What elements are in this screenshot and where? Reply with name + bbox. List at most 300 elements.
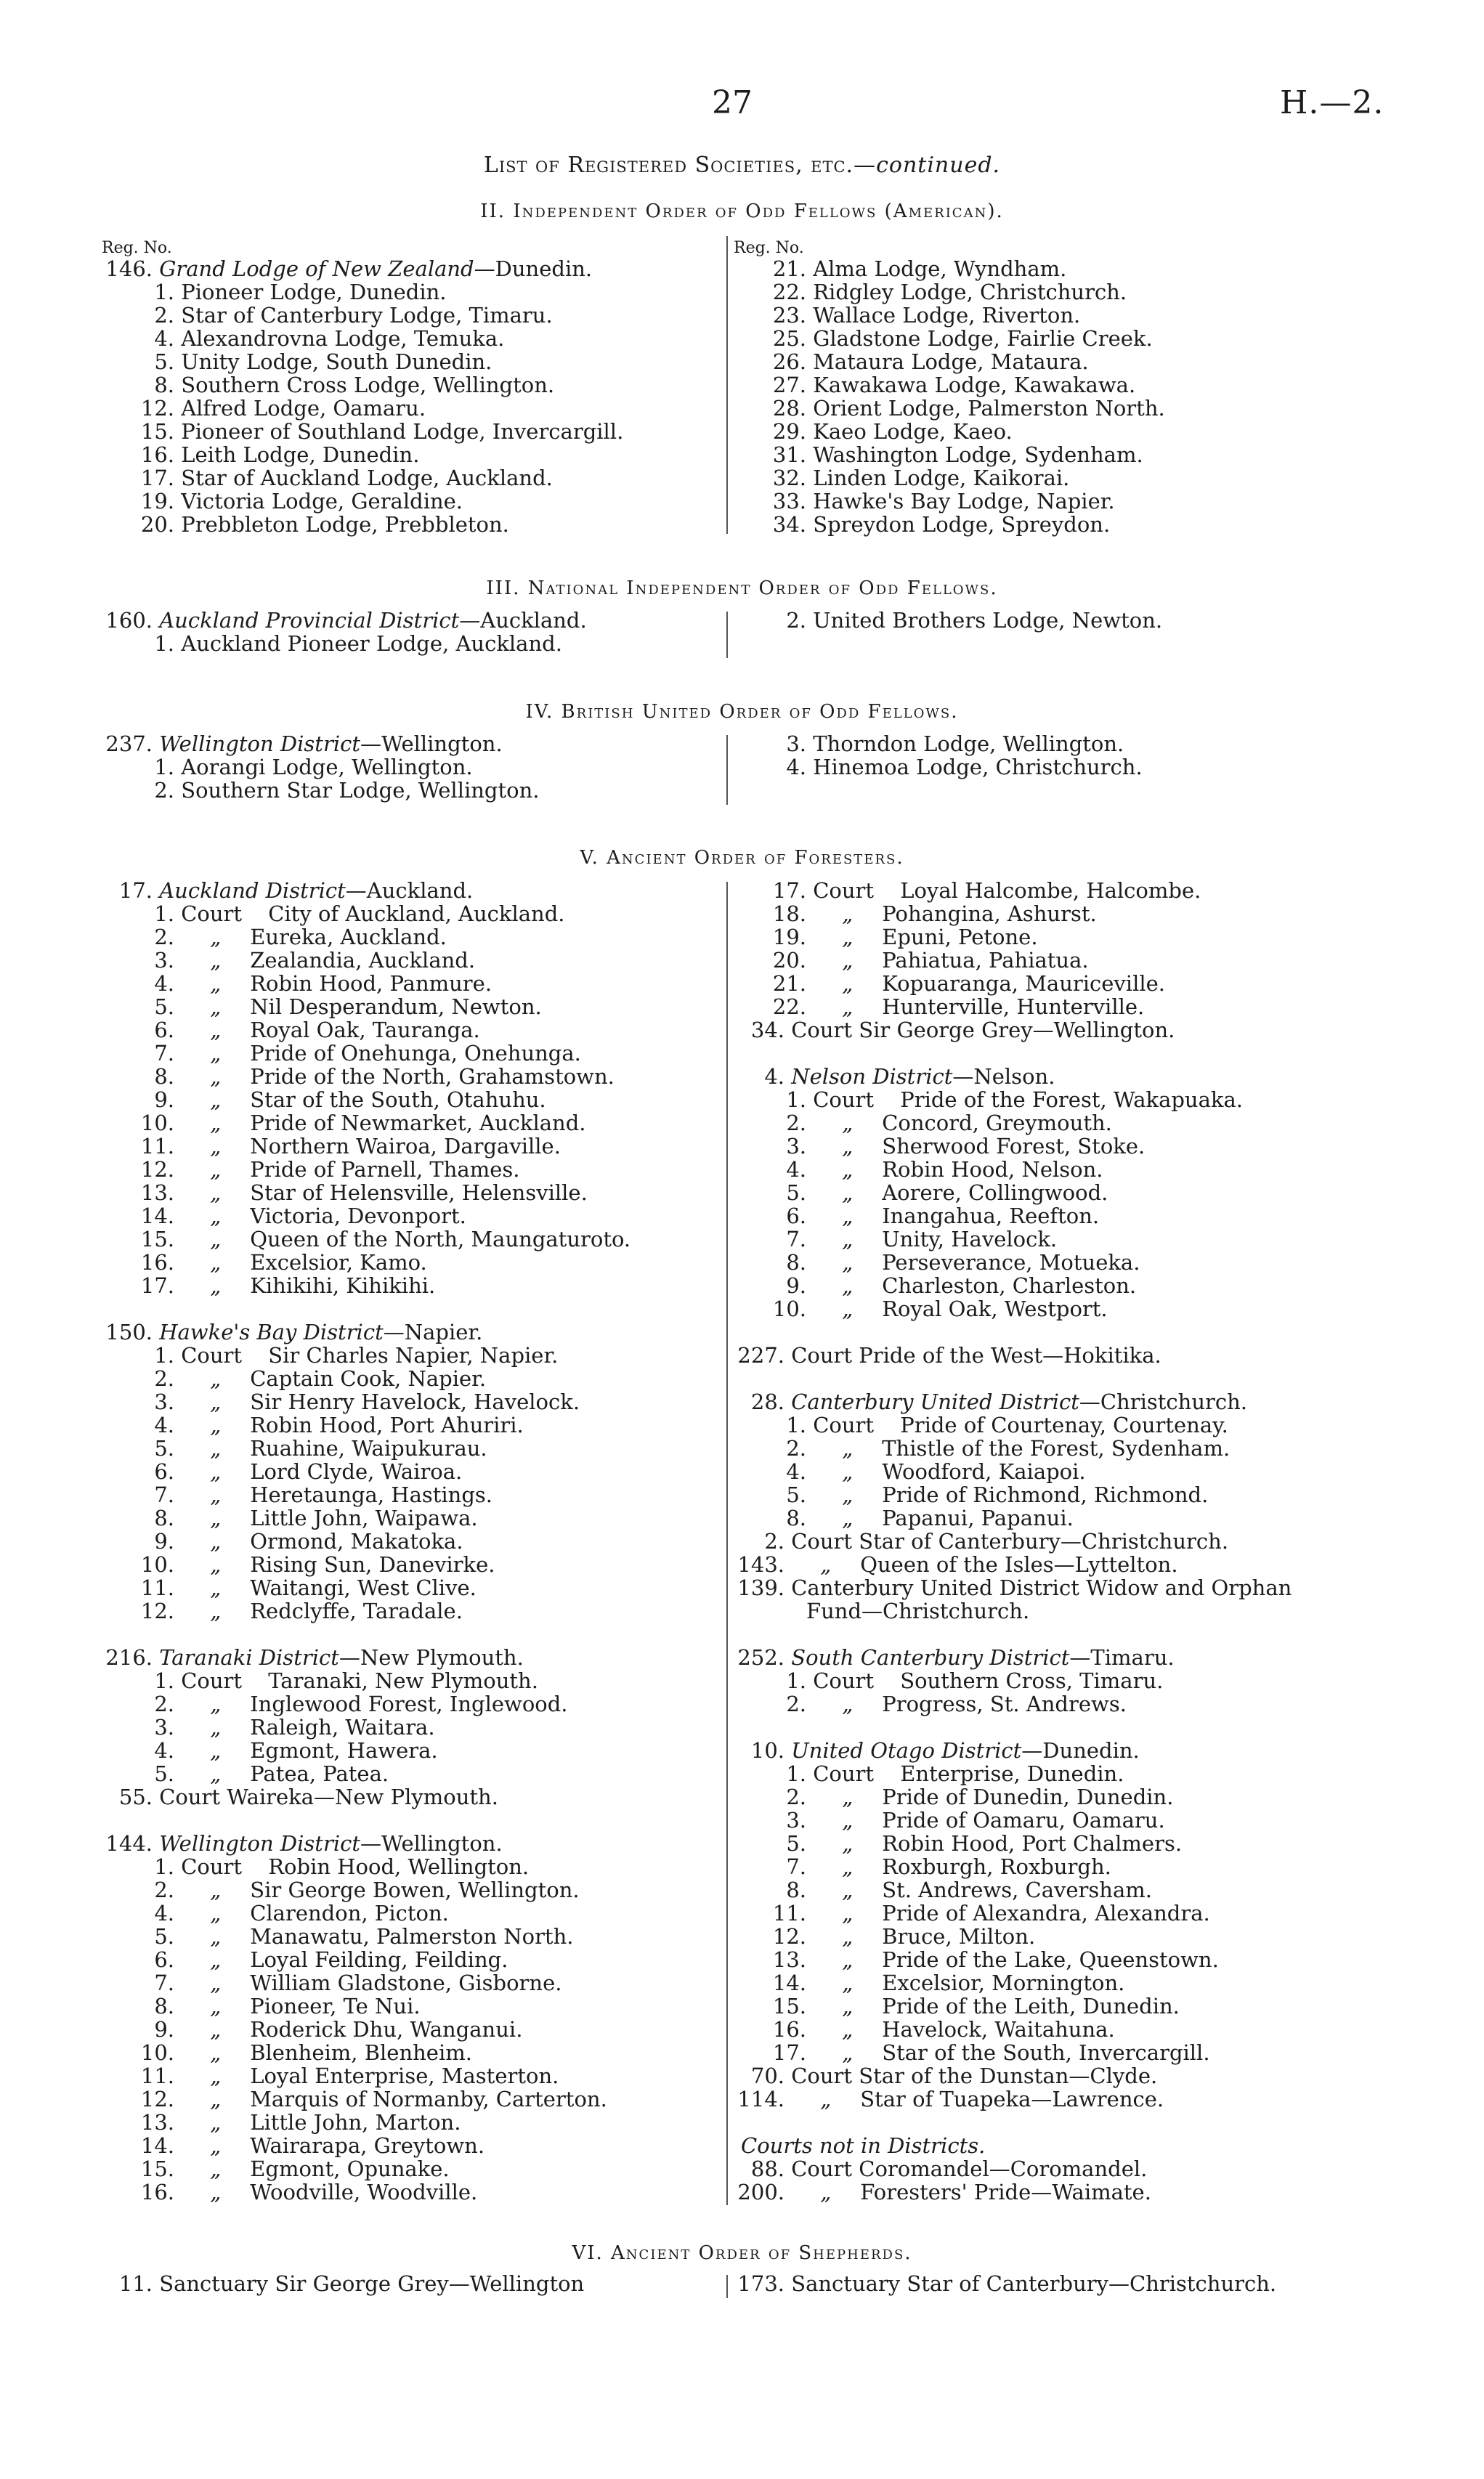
list-item <box>734 1413 1292 1437</box>
ditto-mark: „ <box>842 925 853 949</box>
item-number: 1. <box>154 1668 174 1693</box>
list-item <box>102 1553 631 1576</box>
ditto-mark: „ <box>210 2017 222 2042</box>
ditto-mark: „ <box>210 1157 222 1182</box>
list-item <box>102 1158 631 1181</box>
item-text: City of Auckland, Auckland. <box>268 901 565 926</box>
list-item <box>102 1646 631 1669</box>
court-label: Court <box>813 1668 875 1693</box>
item-text: Northern Wairoa, Dargaville. <box>250 1134 561 1159</box>
item-number: 2. <box>786 1692 806 1716</box>
item-number: 6. <box>154 1018 174 1042</box>
document-reference: H.—2. <box>1280 84 1384 121</box>
item-number: 27. <box>772 373 806 397</box>
item-text: Pohangina, Ashurst. <box>882 901 1097 926</box>
ditto-mark: „ <box>210 2087 222 2111</box>
ditto-mark: „ <box>210 1482 222 1507</box>
item-text: Robin Hood, Wellington. <box>268 1854 530 1879</box>
ditto-mark: „ <box>210 1738 222 1763</box>
item-text: Wallace Lodge, Riverton. <box>813 303 1081 328</box>
item-number: 14. <box>140 1204 174 1228</box>
item-text: Alfred Lodge, Oamaru. <box>181 396 426 421</box>
item-number: 3. <box>786 1134 806 1159</box>
list-item <box>102 304 623 327</box>
item-number: 14. <box>140 2133 174 2158</box>
district-name: Grand Lodge of New Zealand <box>159 256 474 281</box>
list-item <box>102 972 631 995</box>
item-text: Court Star of Canterbury—Christchurch. <box>791 1529 1229 1554</box>
list-item <box>102 1832 631 1855</box>
item-text: Hawke's Bay Lodge, Napier. <box>813 489 1115 514</box>
spacer <box>734 1042 1292 1065</box>
item-number: 4. <box>786 1157 806 1182</box>
reg-number: 114. <box>737 2087 784 2111</box>
item-number: 2. <box>786 1436 806 1461</box>
item-number: 12. <box>140 1599 174 1623</box>
list-item <box>102 1367 631 1390</box>
list-item <box>102 1274 631 1297</box>
list-item <box>102 257 623 280</box>
item-text: Southern Star Lodge, Wellington. <box>181 778 540 803</box>
list-item <box>734 1948 1292 1971</box>
section-heading: VI. Ancient Order of Shepherds. <box>572 2242 912 2264</box>
district-location: —Nelson. <box>952 1064 1055 1089</box>
list-item <box>102 779 540 802</box>
item-text: Captain Cook, Napier. <box>250 1366 487 1391</box>
item-text: William Gladstone, Gisborne. <box>250 1971 562 1995</box>
item-number: 1. <box>154 755 174 779</box>
list-item <box>102 397 623 420</box>
list-item <box>734 1855 1292 1878</box>
item-text: Pride of Alexandra, Alexandra. <box>882 1901 1210 1926</box>
item-text: Thorndon Lodge, Wellington. <box>813 731 1124 756</box>
court-label: Court <box>181 1854 243 1879</box>
section-left-column <box>102 732 540 802</box>
item-text: Manawatu, Palmerston North. <box>250 1924 574 1949</box>
item-text: Papanui, Papanui. <box>882 1506 1074 1530</box>
district-location: —Timaru. <box>1069 1645 1175 1670</box>
ditto-mark: „ <box>842 1436 853 1461</box>
list-item <box>734 1483 1292 1506</box>
ditto-mark: „ <box>842 1227 853 1251</box>
list-item <box>734 2134 1292 2157</box>
list-item <box>102 879 631 902</box>
list-item <box>102 490 623 513</box>
item-text: Alma Lodge, Wyndham. <box>813 256 1067 281</box>
list-item <box>102 1785 631 1809</box>
reg-number: 252. <box>737 1645 784 1670</box>
item-text: Court Waireka—New Plymouth. <box>159 1785 498 1809</box>
item-text: Unity Lodge, South Dunedin. <box>181 349 492 374</box>
list-item <box>734 397 1165 420</box>
list-item <box>102 2064 631 2088</box>
item-number: 31. <box>772 442 806 467</box>
item-number: 2. <box>154 1692 174 1716</box>
ditto-mark: „ <box>210 1715 222 1740</box>
section-left-column <box>102 234 623 536</box>
item-text: Progress, St. Andrews. <box>882 1692 1127 1716</box>
list-item <box>102 1995 631 2018</box>
district-location: —Wellington. <box>360 731 503 756</box>
item-text: Southern Cross Lodge, Wellington. <box>181 373 555 397</box>
item-text: Robin Hood, Nelson. <box>882 1157 1103 1182</box>
ditto-mark: „ <box>820 1552 832 1577</box>
ditto-mark: „ <box>820 2180 832 2204</box>
item-number: 21. <box>772 971 806 996</box>
item-text: Pride of the Leith, Dunedin. <box>882 1994 1180 2019</box>
item-text: Linden Lodge, Kaikorai. <box>813 466 1070 490</box>
item-number: 6. <box>154 1947 174 1972</box>
ditto-mark: „ <box>210 1506 222 1530</box>
list-item <box>102 755 540 779</box>
item-text: Havelock, Waitahuna. <box>882 2017 1115 2042</box>
item-number: 32. <box>772 466 806 490</box>
item-text: Court Pride of the West—Hokitika. <box>791 1343 1161 1368</box>
list-item <box>734 732 1143 755</box>
list-item <box>102 1088 631 1111</box>
item-text: Thistle of the Forest, Sydenham. <box>882 1436 1230 1461</box>
reg-number: 160. <box>105 608 153 633</box>
list-item <box>102 420 623 443</box>
list-item <box>734 1832 1292 1855</box>
item-text: Taranaki, New Plymouth. <box>268 1668 538 1693</box>
reg-number: 4. <box>764 1064 784 1089</box>
section-left-column <box>102 879 631 2204</box>
item-text: Pride of the Lake, Queenstown. <box>882 1947 1219 1972</box>
list-item <box>102 1181 631 1204</box>
item-text: Hunterville, Hunterville. <box>882 994 1145 1019</box>
item-text: Victoria, Devonport. <box>250 1204 466 1228</box>
item-number: 5. <box>154 1924 174 1949</box>
item-text: Ridgley Lodge, Christchurch. <box>813 280 1127 304</box>
district-name: Hawke's Bay District <box>159 1320 384 1344</box>
court-label: Court <box>181 1343 243 1368</box>
reg-number: 143. <box>737 1552 784 1577</box>
item-text: Pioneer of Southland Lodge, Invercargill. <box>181 419 624 444</box>
list-item <box>734 1785 1292 1809</box>
item-text: Robin Hood, Port Ahuriri. <box>250 1413 524 1437</box>
list-item <box>102 466 623 490</box>
item-text: Loyal Feilding, Feilding. <box>250 1947 508 1972</box>
item-text: Star of Helensville, Helensville. <box>250 1180 588 1205</box>
section-heading: V. Ancient Order of Foresters. <box>580 847 904 869</box>
item-number: 21. <box>772 256 806 281</box>
ditto-mark: „ <box>842 1111 853 1135</box>
list-item <box>102 1576 631 1599</box>
item-text: Excelsior, Mornington. <box>882 1971 1125 1995</box>
item-number: 8. <box>786 1250 806 1275</box>
section-right-column <box>734 732 1143 779</box>
item-number: 17. <box>140 1273 174 1298</box>
ditto-mark: „ <box>210 1761 222 1786</box>
item-number: 7. <box>154 1482 174 1507</box>
list-item <box>734 1530 1292 1553</box>
item-number: 11. <box>140 1575 174 1600</box>
section-heading: II. Independent Order of Odd Fellows (American). <box>480 200 1004 222</box>
list-item <box>102 2018 631 2041</box>
list-item <box>102 2088 631 2111</box>
list-item <box>734 1181 1292 1204</box>
list-item <box>734 1158 1292 1181</box>
item-text: Star of Auckland Lodge, Auckland. <box>181 466 553 490</box>
item-text: Pride of Parnell, Thames. <box>250 1157 520 1182</box>
reg-number: 70. <box>750 2064 784 2088</box>
list-item <box>102 1460 631 1483</box>
item-number: 17. <box>772 878 806 903</box>
ditto-mark: „ <box>210 1924 222 1949</box>
list-item <box>734 1111 1292 1135</box>
item-text: Heretaunga, Hastings. <box>250 1482 493 1507</box>
item-text: Loyal Halcombe, Halcombe. <box>900 878 1201 903</box>
court-label: Court <box>813 1761 875 1786</box>
list-item <box>102 949 631 972</box>
list-item <box>102 2111 631 2134</box>
item-text: Court Coromandel—Coromandel. <box>791 2157 1148 2181</box>
item-text: Pride of Dunedin, Dunedin. <box>882 1785 1174 1809</box>
ditto-mark: „ <box>210 971 222 996</box>
column-divider <box>726 236 728 534</box>
item-text: Epuni, Petone. <box>882 925 1038 949</box>
item-text: Lord Clyde, Wairoa. <box>250 1459 463 1484</box>
item-number: 22. <box>772 280 806 304</box>
ditto-mark: „ <box>842 1831 853 1856</box>
list-item <box>102 350 623 373</box>
item-number: 13. <box>140 1180 174 1205</box>
list-item <box>734 257 1165 280</box>
ditto-mark: „ <box>210 1064 222 1089</box>
item-text: Mataura Lodge, Mataura. <box>813 349 1089 374</box>
court-label: Court <box>181 1668 243 1693</box>
item-number: 14. <box>772 1971 806 1995</box>
page-number: 27 <box>712 84 753 121</box>
list-item <box>102 1111 631 1135</box>
item-number: 3. <box>154 1715 174 1740</box>
list-item <box>734 1018 1292 1042</box>
item-number: 17. <box>140 466 174 490</box>
item-text: Sir George Bowen, Wellington. <box>250 1878 580 1902</box>
ditto-mark: „ <box>210 1204 222 1228</box>
item-number: 16. <box>140 2180 174 2204</box>
item-text: Woodville, Woodville. <box>250 2180 478 2204</box>
list-item <box>734 995 1292 1018</box>
item-number: 19. <box>772 925 806 949</box>
reg-number: 216. <box>105 1645 153 1670</box>
item-text: Marquis of Normanby, Carterton. <box>250 2087 607 2111</box>
item-number: 5. <box>154 1761 174 1786</box>
item-text: Rising Sun, Danevirke. <box>250 1552 495 1577</box>
item-number: 2. <box>154 1878 174 1902</box>
item-number: 18. <box>772 901 806 926</box>
ditto-mark: „ <box>842 1204 853 1228</box>
item-text: Sanctuary Star of Canterbury—Christchurch. <box>791 2271 1277 2296</box>
list-item <box>102 280 623 304</box>
item-text: Ormond, Makatoka. <box>250 1529 463 1554</box>
ditto-mark: „ <box>210 1180 222 1205</box>
list-item <box>734 1878 1292 1902</box>
ditto-mark: „ <box>210 2064 222 2088</box>
item-number: 12. <box>140 1157 174 1182</box>
list-item <box>734 2041 1292 2064</box>
item-text-continued: Fund—Christchurch. <box>806 1599 1030 1623</box>
item-number: 7. <box>786 1854 806 1879</box>
ditto-mark: „ <box>210 2040 222 2065</box>
item-number: 8. <box>786 1506 806 1530</box>
ditto-mark: „ <box>842 1482 853 1507</box>
list-item <box>734 1460 1292 1483</box>
district-name: South Canterbury District <box>791 1645 1070 1670</box>
item-text: Royal Oak, Tauranga. <box>250 1018 480 1042</box>
item-text: Sherwood Forest, Stoke. <box>882 1134 1146 1159</box>
ditto-mark: „ <box>210 1599 222 1623</box>
ditto-mark: „ <box>210 1575 222 1600</box>
item-number: 2. <box>786 1785 806 1809</box>
reg-number: 34. <box>750 1018 784 1042</box>
item-text: Leith Lodge, Dunedin. <box>181 442 420 467</box>
item-text: Pioneer Lodge, Dunedin. <box>181 280 447 304</box>
item-text: Pioneer, Te Nui. <box>250 1994 421 2019</box>
ditto-mark: „ <box>210 1041 222 1066</box>
item-text: Little John, Marton. <box>250 2110 461 2135</box>
item-text: Pride of the Forest, Wakapuaka. <box>900 1087 1243 1112</box>
ditto-mark: „ <box>842 1785 853 1809</box>
item-text: Pride of Onehunga, Onehunga. <box>250 1041 581 1066</box>
spacer <box>102 1297 631 1320</box>
item-text: Foresters' Pride—Waimate. <box>860 2180 1151 2204</box>
court-label: Court <box>813 878 875 903</box>
list-item <box>102 1228 631 1251</box>
item-number: 2. <box>154 778 174 803</box>
item-number: 9. <box>154 1087 174 1112</box>
item-number: 10. <box>140 1552 174 1577</box>
item-number: 28. <box>772 396 806 421</box>
item-number: 12. <box>140 2087 174 2111</box>
item-number: 1. <box>786 1761 806 1786</box>
list-item <box>102 902 631 925</box>
item-number: 33. <box>772 489 806 514</box>
list-item <box>734 1809 1292 1832</box>
item-number: 16. <box>140 1250 174 1275</box>
ditto-mark: „ <box>842 1994 853 2019</box>
reg-no-label: Reg. No. <box>734 239 804 257</box>
item-number: 20. <box>140 512 174 537</box>
item-text: Waitangi, West Clive. <box>250 1575 477 1600</box>
item-text: Wairarapa, Greytown. <box>250 2133 485 2158</box>
item-number: 13. <box>140 2110 174 2135</box>
spacer <box>734 1367 1292 1390</box>
item-text: Spreydon Lodge, Spreydon. <box>813 512 1111 537</box>
item-number: 5. <box>154 349 174 374</box>
district-name: Canterbury United District <box>791 1389 1079 1414</box>
item-text: Excelsior, Kamo. <box>250 1250 427 1275</box>
court-label: Court <box>813 1413 875 1437</box>
item-text: Southern Cross, Timaru. <box>900 1668 1164 1693</box>
item-number: 26. <box>772 349 806 374</box>
item-number: 15. <box>140 1227 174 1251</box>
list-item <box>102 1739 631 1762</box>
item-number: 1. <box>786 1668 806 1693</box>
item-number: 9. <box>154 1529 174 1554</box>
item-number: 34. <box>772 512 806 537</box>
ditto-mark: „ <box>842 901 853 926</box>
spacer <box>102 1809 631 1832</box>
item-number: 12. <box>772 1924 806 1949</box>
district-location: —Auckland. <box>345 878 474 903</box>
item-text: Charleston, Charleston. <box>882 1273 1137 1298</box>
ditto-mark: „ <box>842 1273 853 1298</box>
item-text: Pride of Oamaru, Oamaru. <box>882 1808 1165 1833</box>
item-text: Aorangi Lodge, Wellington. <box>181 755 473 779</box>
ditto-mark: „ <box>210 1087 222 1112</box>
item-text: Pride of Richmond, Richmond. <box>882 1482 1209 1507</box>
item-number: 7. <box>786 1227 806 1251</box>
list-item <box>734 490 1165 513</box>
item-number: 1. <box>154 1343 174 1368</box>
ditto-mark: „ <box>210 1947 222 1972</box>
ditto-mark: „ <box>842 1459 853 1484</box>
ditto-mark: „ <box>842 948 853 973</box>
ditto-mark: „ <box>842 971 853 996</box>
ditto-mark: „ <box>210 1389 222 1414</box>
item-number: 5. <box>154 1436 174 1461</box>
item-number: 5. <box>154 994 174 1019</box>
list-item <box>734 420 1165 443</box>
item-number: 11. <box>140 2064 174 2088</box>
item-text: Eureka, Auckland. <box>250 925 447 949</box>
list-item <box>102 609 587 632</box>
ditto-mark: „ <box>842 2040 853 2065</box>
district-location: —New Plymouth. <box>338 1645 524 1670</box>
item-number: 17. <box>772 2040 806 2065</box>
list-item <box>734 1646 1292 1669</box>
item-number: 16. <box>140 442 174 467</box>
list-item <box>102 1669 631 1692</box>
item-text: Pride of Courtenay, Courtenay. <box>900 1413 1228 1437</box>
ditto-mark: „ <box>210 1366 222 1391</box>
item-number: 4. <box>786 1459 806 1484</box>
list-item <box>102 1018 631 1042</box>
item-number: 2. <box>154 1366 174 1391</box>
list-item <box>734 902 1292 925</box>
list-item <box>734 1344 1292 1367</box>
ditto-mark: „ <box>210 1413 222 1437</box>
list-item <box>734 327 1165 350</box>
item-text: Egmont, Opunake. <box>250 2157 450 2181</box>
list-item <box>102 1042 631 1065</box>
reg-number: 28. <box>750 1389 784 1414</box>
item-number: 4. <box>154 1413 174 1437</box>
section-right-column <box>734 2272 1276 2295</box>
list-item <box>102 327 623 350</box>
item-text: Bruce, Milton. <box>882 1924 1036 1949</box>
item-text: Perseverance, Motueka. <box>882 1250 1140 1275</box>
court-label: Court <box>181 901 243 926</box>
list-item <box>102 1692 631 1716</box>
list-item <box>102 732 540 755</box>
item-number: 10. <box>140 2040 174 2065</box>
item-text: Redclyffe, Taradale. <box>250 1599 463 1623</box>
list-item <box>102 1390 631 1413</box>
item-number: 13. <box>772 1947 806 1972</box>
ditto-mark: „ <box>842 1808 853 1833</box>
item-text: Clarendon, Picton. <box>250 1901 449 1926</box>
list-item <box>102 1065 631 1088</box>
list-item <box>734 443 1165 466</box>
list-item <box>734 1902 1292 1925</box>
list-item <box>102 1762 631 1785</box>
item-number: 1. <box>786 1087 806 1112</box>
ditto-mark: „ <box>210 1459 222 1484</box>
ditto-mark: „ <box>842 1947 853 1972</box>
